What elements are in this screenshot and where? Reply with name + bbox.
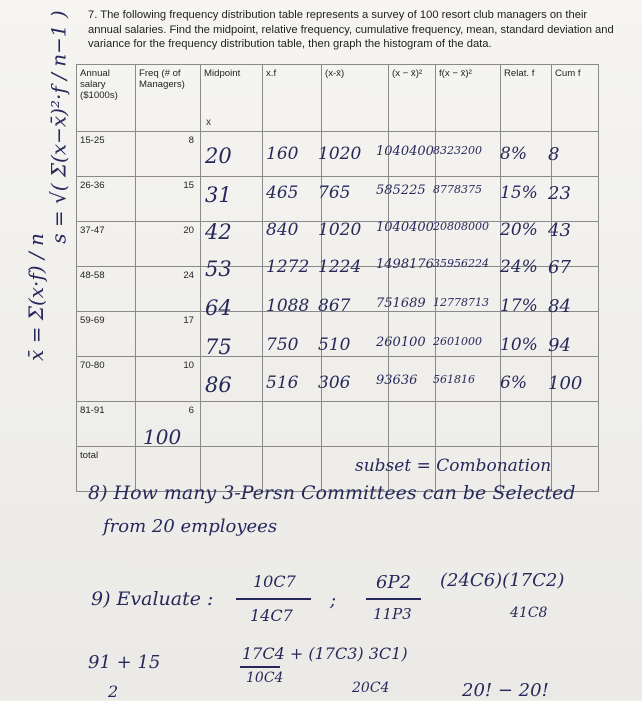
hw-midpoint: 86 <box>205 373 232 397</box>
hw-f-deviation-squared: 561816 <box>433 373 475 386</box>
header-f-deviation-squared: f(x − x̄)² <box>436 65 501 132</box>
hw-midpoint: 20 <box>205 144 232 168</box>
freq-cell: 15 <box>136 177 201 222</box>
handwritten-expression-left: 91 + 15 <box>88 652 161 673</box>
hw-deviation-squared: 260100 <box>376 335 426 350</box>
hw-xf: 840 <box>266 220 299 240</box>
header-relative-frequency: Relat. f <box>501 65 552 132</box>
fraction-1-bar <box>236 598 311 600</box>
hw-xf: 516 <box>266 373 299 393</box>
freq-cell: 8 <box>136 132 201 177</box>
hw-relative-frequency: 20% <box>500 220 538 240</box>
handwritten-expression-right: 20! − 20! <box>462 680 549 701</box>
hw-xf: 1088 <box>266 296 310 316</box>
salary-cell: 59-69 <box>77 312 136 357</box>
fraction-1-numerator: 10C7 <box>253 572 296 591</box>
salary-cell: 48-58 <box>77 267 136 312</box>
freq-cell: 10 <box>136 357 201 402</box>
question-7-text: 7. The following frequency distribution table represents a survey of 100 resort club managers on their annual salaries. Find the midpoint, relative frequency, cumulative frequency, mean, standard deviation and variance for the frequency distribution table, then graph the histogram of the data. <box>88 9 614 50</box>
hw-cumulative-frequency: 100 <box>548 373 583 394</box>
hw-f-deviation-squared: 20808000 <box>433 220 489 233</box>
freq-cell: 6 <box>136 402 201 447</box>
freq-cell: 17 <box>136 312 201 357</box>
hw-midpoint: 42 <box>205 220 232 244</box>
freq-cell: 24 <box>136 267 201 312</box>
handwritten-subset-note: subset = Combonation <box>355 456 552 476</box>
hw-deviation: 1020 <box>318 220 362 240</box>
header-midpoint-x: x <box>206 117 211 128</box>
hw-cumulative-frequency: 94 <box>548 335 571 356</box>
header-frequency: Freq (# of Managers) <box>136 65 201 132</box>
hw-cumulative-frequency: 23 <box>548 183 571 204</box>
handwritten-expression-middle-den1: 10C4 <box>246 670 284 686</box>
hw-relative-frequency: 10% <box>500 335 538 355</box>
hw-deviation-squared: 1040400 <box>376 144 434 159</box>
table-header-row <box>77 65 599 132</box>
fraction-2-numerator: 6P2 <box>376 572 412 593</box>
hw-f-deviation-squared: 8323200 <box>433 144 482 157</box>
header-deviation: (x-x̄) <box>322 65 389 132</box>
handwritten-mean-formula: x̄ = Σ(x·f) / n <box>23 233 48 361</box>
salary-cell: 26-36 <box>77 177 136 222</box>
hw-cumulative-frequency: 67 <box>548 257 571 278</box>
hw-midpoint: 53 <box>205 257 232 281</box>
salary-cell: 70-80 <box>77 357 136 402</box>
handwritten-question-9-label: 9) Evaluate : <box>91 588 214 610</box>
total-label: total <box>77 447 136 492</box>
hw-xf: 160 <box>266 144 299 164</box>
hw-deviation: 1020 <box>318 144 362 164</box>
salary-cell: 37-47 <box>77 222 136 267</box>
hw-xf: 1272 <box>266 257 310 277</box>
hw-relative-frequency: 17% <box>500 296 538 316</box>
hw-midpoint: 31 <box>205 183 232 207</box>
hw-deviation: 765 <box>318 183 351 203</box>
fraction-2-bar <box>366 598 421 600</box>
handwritten-total-freq: 100 <box>143 425 182 449</box>
handwritten-question-8-line2: from 20 employees <box>103 516 278 537</box>
hw-f-deviation-squared: 12778713 <box>433 296 489 309</box>
hw-f-deviation-squared: 8778375 <box>433 183 482 196</box>
header-cumulative-frequency: Cum f <box>552 65 599 132</box>
fraction-1-denominator: 14C7 <box>250 606 293 625</box>
salary-cell: 81-91 <box>77 402 136 447</box>
handwritten-expression-left-den: 2 <box>108 682 119 701</box>
hw-deviation: 867 <box>318 296 351 316</box>
freq-cell: 20 <box>136 222 201 267</box>
hw-cumulative-frequency: 8 <box>548 144 560 165</box>
fraction-2-denominator: 11P3 <box>373 605 412 623</box>
hw-f-deviation-squared: 2601000 <box>433 335 482 348</box>
expression-3-numerator: (24C6)(17C2) <box>440 570 565 591</box>
hw-f-deviation-squared: 35956224 <box>433 257 489 270</box>
separator: ; <box>330 590 337 611</box>
hw-relative-frequency: 6% <box>500 373 527 393</box>
salary-cell: 15-25 <box>77 132 136 177</box>
hw-deviation: 1224 <box>318 257 362 277</box>
expression-3-denominator: 41C8 <box>510 605 548 621</box>
hw-deviation-squared: 93636 <box>376 373 418 388</box>
hw-deviation-squared: 1040400 <box>376 220 434 235</box>
handwritten-sd-formula: s = √( Σ(x−x̄)²·f / n−1 ) <box>46 10 71 244</box>
hw-deviation: 306 <box>318 373 351 393</box>
handwritten-question-8: 8) How many 3-Persn Committees can be Selected <box>88 482 576 504</box>
header-deviation-squared: (x − x̄)² <box>389 65 436 132</box>
hw-xf: 750 <box>266 335 299 355</box>
middle-fraction-bar <box>240 666 280 668</box>
hw-deviation-squared: 1498176 <box>376 257 434 272</box>
hw-cumulative-frequency: 43 <box>548 220 571 241</box>
hw-xf: 465 <box>266 183 299 203</box>
hw-relative-frequency: 8% <box>500 144 527 164</box>
header-xf: x.f <box>263 65 322 132</box>
hw-cumulative-frequency: 84 <box>548 296 571 317</box>
hw-deviation-squared: 585225 <box>376 183 426 198</box>
handwritten-expression-middle: 17C4 + (17C3) 3C1) <box>242 644 408 663</box>
header-annual-salary: Annual salary ($1000s) <box>77 65 136 132</box>
hw-relative-frequency: 24% <box>500 257 538 277</box>
hw-midpoint: 64 <box>205 296 232 320</box>
hw-midpoint: 75 <box>205 335 232 359</box>
handwritten-expression-middle-den2: 20C4 <box>352 680 390 696</box>
hw-deviation: 510 <box>318 335 351 355</box>
hw-deviation-squared: 751689 <box>376 296 426 311</box>
header-midpoint: Midpoint <box>201 65 263 132</box>
hw-relative-frequency: 15% <box>500 183 538 203</box>
